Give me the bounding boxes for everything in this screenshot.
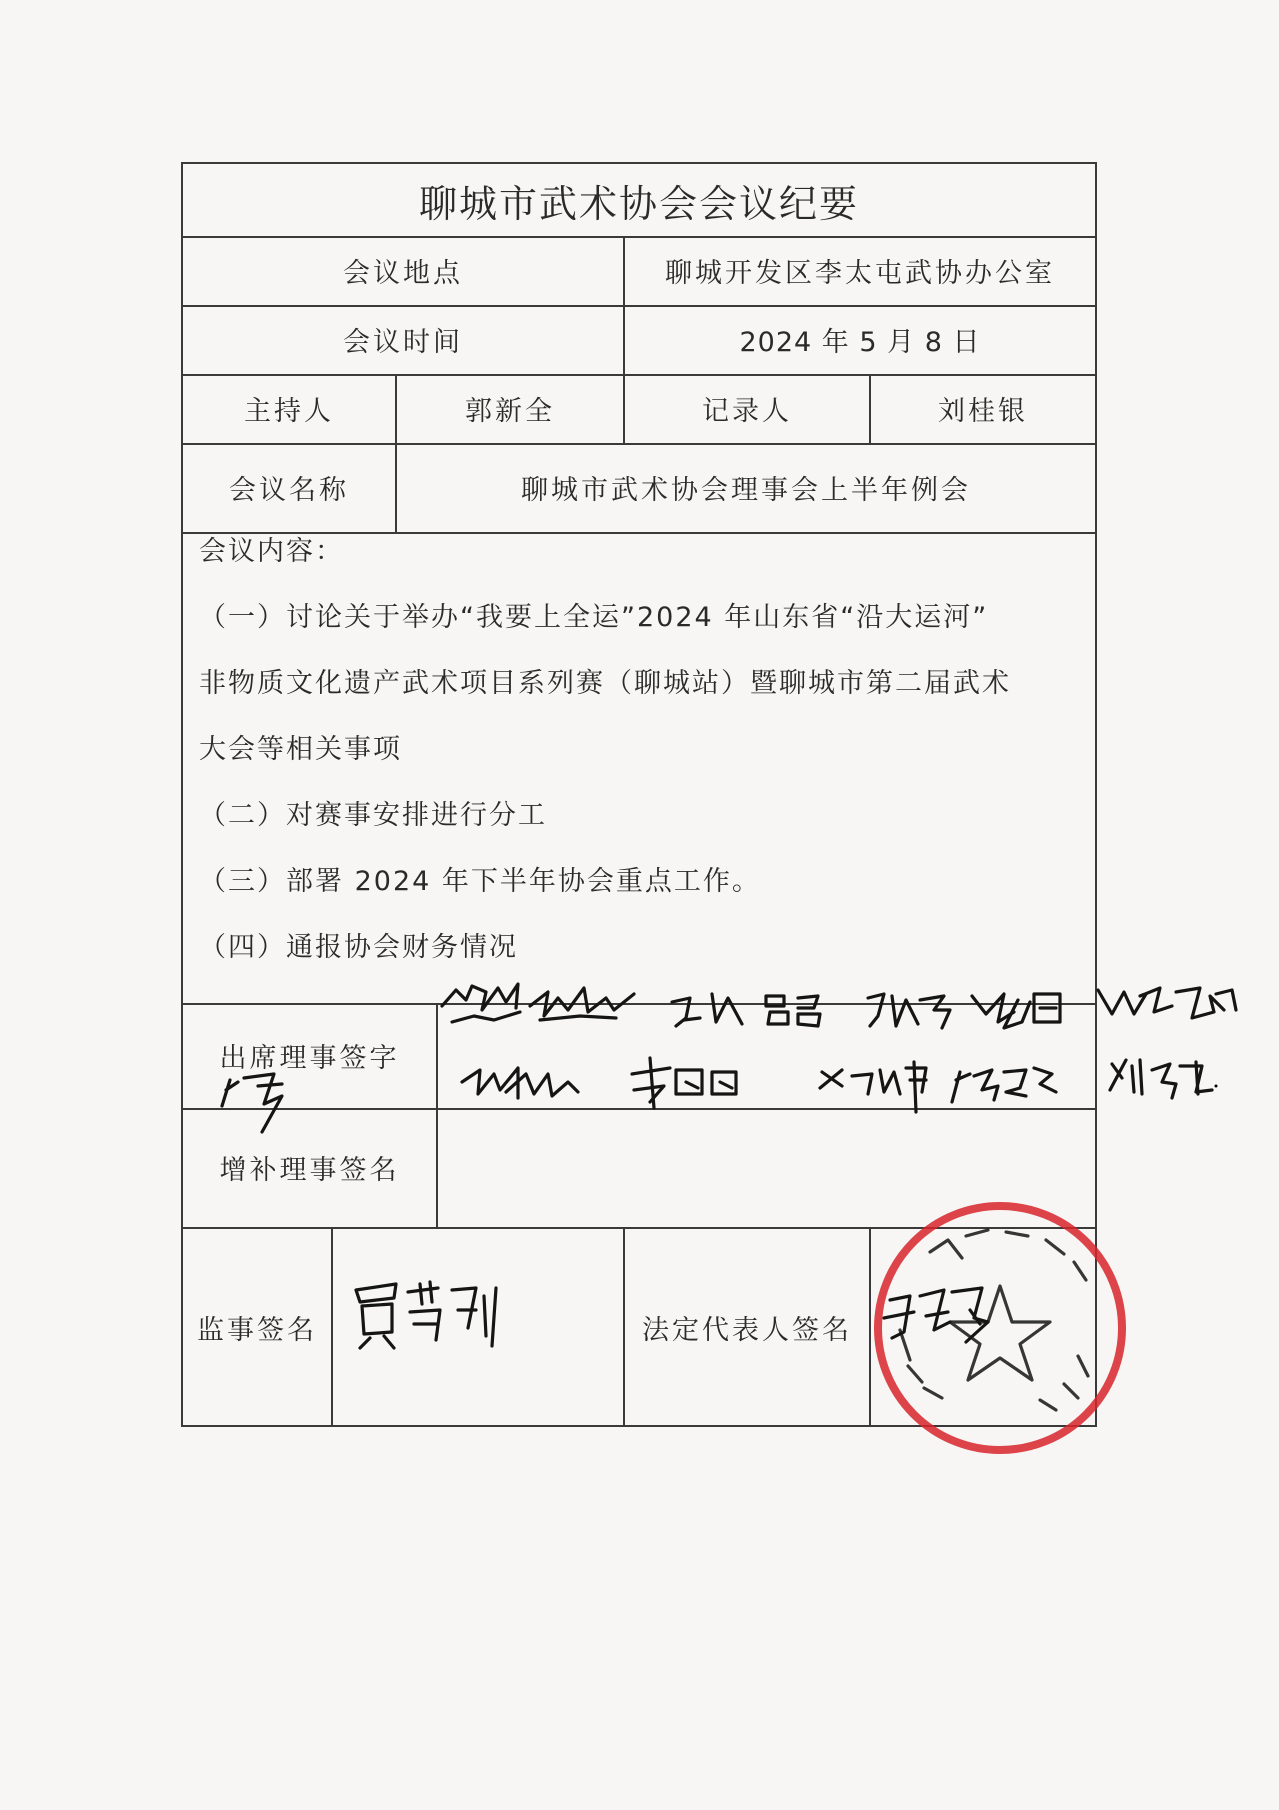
recorder-value: 刘桂银: [938, 396, 1028, 427]
meeting-name-label: 会议名称: [229, 475, 349, 506]
recorder-label: 记录人: [702, 396, 792, 427]
form-title: 聊城市武术协会会议纪要: [418, 181, 859, 226]
content-item: （一）讨论关于举办“我要上全运”2024 年山东省“沿大运河”: [199, 602, 989, 633]
content-item: （二）对赛事安排进行分工: [199, 800, 547, 831]
host-value: 郭新全: [465, 396, 555, 427]
meeting-name-value: 聊城市武术协会理事会上半年例会: [521, 475, 971, 506]
added-directors-label: 增补理事签名: [219, 1155, 400, 1186]
content-item: （三）部署 2024 年下半年协会重点工作。: [199, 866, 761, 897]
attending-directors-label: 出席理事签字: [219, 1043, 400, 1074]
time-label: 会议时间: [343, 327, 463, 358]
location-label: 会议地点: [343, 258, 463, 289]
content-item: 大会等相关事项: [199, 734, 402, 765]
supervisor-label: 监事签名: [197, 1314, 317, 1346]
time-value: 2024 年 5 月 8 日: [739, 327, 981, 358]
content-item: 非物质文化遗产武术项目系列赛（聊城站）暨聊城市第二届武术: [199, 668, 1011, 699]
host-label: 主持人: [244, 396, 334, 427]
legal-rep-label: 法定代表人签名: [642, 1314, 852, 1346]
content-label: 会议内容：: [199, 536, 344, 567]
location-value: 聊城开发区李太屯武协办公室: [665, 258, 1055, 289]
content-item: （四）通报协会财务情况: [199, 932, 518, 963]
